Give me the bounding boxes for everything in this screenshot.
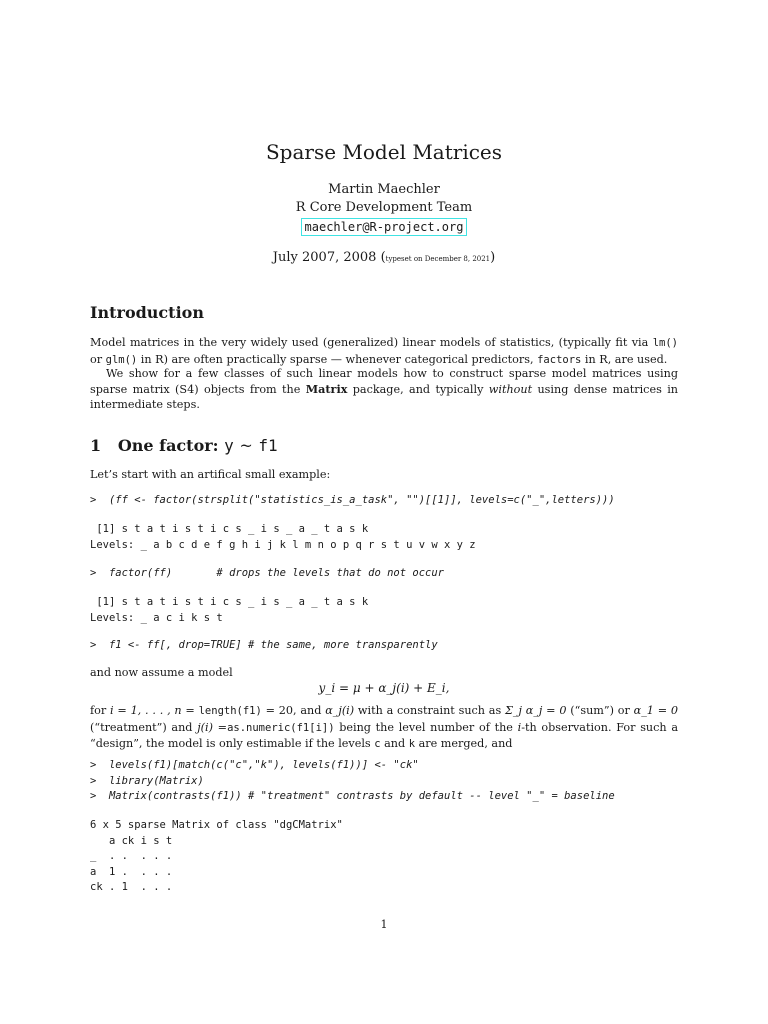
code-input-4: > levels(f1)[match(c("c","k"), levels(f1))] <- "ck" > library(Matrix) > Matrix(contrasts(f1)) # "treatment" contrasts by default -- level "_" = baseline	[90, 759, 615, 802]
section-1-heading: 1 One factor: y ~ f1	[90, 436, 278, 455]
code-factors: factors	[537, 353, 582, 366]
date-main: July 2007, 2008	[272, 250, 377, 265]
code-input-2: > factor(ff) # drops the levels that do not occur	[90, 567, 445, 579]
model-paragraph: for i = 1, . . . , n = length(f1) = 20, and α_j(i) with a constraint such as Σ_j α_j = 0 (“sum”) or α_1 = 0 (“treatment”) and j(i) =as.numeric(f1[i]) being the level number of the i-th observation. For such a “design”, the model is only estimable if the levels c and k are merged, and	[90, 704, 679, 751]
code-output-4: 6 x 5 sparse Matrix of class "dgCMatrix" a ck i s t _ . . . . . a 1 . . . . ck . 1 . . .	[90, 819, 343, 893]
paper-title: Sparse Model Matrices	[265, 140, 503, 164]
author-email-link[interactable]: maechler@R-project.org	[301, 218, 468, 236]
date-typeset: typeset on December 8, 2021	[385, 255, 491, 263]
model-text: and now assume a model	[90, 666, 233, 679]
code-lm: lm()	[652, 337, 678, 349]
page-number: 1	[380, 918, 388, 931]
code-glm: glm()	[105, 353, 138, 366]
code-input-1: > (ff <- factor(strsplit("statistics_is_a_task", "")[[1]], levels=c("_",letters)))	[90, 494, 615, 506]
intro-paragraph-2: We show for a few classes of such linear models how to construct sparse model matrices using sparse matrix (S4) objects from the Matrix package, and typically without using dense matrices in intermediate steps.	[90, 367, 678, 412]
intro-heading: Introduction	[90, 303, 204, 322]
code-output-1: [1] s t a t i s t i c s _ i s _ a _ t a s k Levels: _ a b c d e f g h i j k l m n o p q r s t u v w x y z	[90, 523, 476, 551]
paper-date: July 2007, 2008 (typeset on December 8, 2021)	[272, 250, 496, 265]
section-1-intro: Let’s start with an artifical small example:	[90, 468, 331, 481]
model-equation: y_i = μ + α_j(i) + E_i,	[318, 681, 450, 695]
intro-paragraph-1: Model matrices in the very widely used (generalized) linear models of statistics, (typically fit via lm() or glm() in R) are often practically sparse — whenever categorical predictors, factors in R, are used.	[90, 336, 678, 366]
code-output-2: [1] s t a t i s t i c s _ i s _ a _ t a s k Levels: _ a c i k s t	[90, 596, 369, 624]
code-input-3: > f1 <- ff[, drop=TRUE] # the same, more transparently	[90, 639, 438, 651]
author-email-row	[0, 218, 768, 236]
matrix-package-name: Matrix	[305, 381, 348, 396]
author-name: Martin Maechler	[328, 182, 440, 197]
author-affiliation: R Core Development Team	[295, 200, 473, 215]
